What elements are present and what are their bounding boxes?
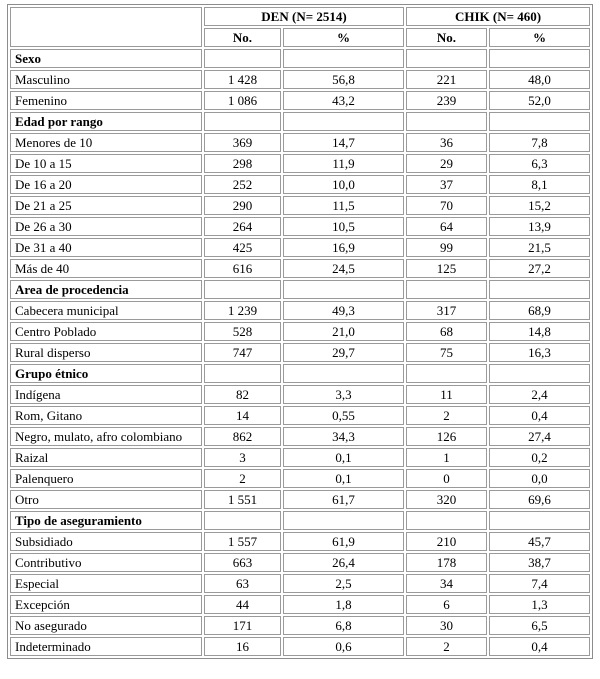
chik-pct-cell: 0,0 bbox=[489, 469, 590, 488]
chik-pct-cell bbox=[489, 511, 590, 530]
section-row bbox=[10, 511, 590, 530]
den-pct-cell bbox=[283, 280, 404, 299]
den-pct-cell: 0,1 bbox=[283, 448, 404, 467]
row-label-cell: De 31 a 40 bbox=[10, 238, 202, 257]
den-no-cell: 290 bbox=[204, 196, 281, 215]
den-no-cell: 1 551 bbox=[204, 490, 281, 509]
chik-pct-cell: 38,7 bbox=[489, 553, 590, 572]
chik-group-header: CHIK (N= 460) bbox=[406, 7, 590, 26]
chik-pct-cell: 16,3 bbox=[489, 343, 590, 362]
den-pct-cell: 29,7 bbox=[283, 343, 404, 362]
den-no-cell: 2 bbox=[204, 469, 281, 488]
table-row bbox=[10, 322, 590, 341]
row-label-cell: Femenino bbox=[10, 91, 202, 110]
den-no-cell: 1 428 bbox=[204, 70, 281, 89]
chik-no-cell: 320 bbox=[406, 490, 487, 509]
row-label-cell: Grupo étnico bbox=[10, 364, 202, 383]
section-row bbox=[10, 364, 590, 383]
den-pct-cell: 16,9 bbox=[283, 238, 404, 257]
den-no-cell: 14 bbox=[204, 406, 281, 425]
row-label-cell: Más de 40 bbox=[10, 259, 202, 278]
chik-no-cell: 11 bbox=[406, 385, 487, 404]
chik-pct-cell bbox=[489, 49, 590, 68]
chik-pct-cell: 14,8 bbox=[489, 322, 590, 341]
table-row bbox=[10, 238, 590, 257]
row-label-cell: Rom, Gitano bbox=[10, 406, 202, 425]
row-label-cell: Contributivo bbox=[10, 553, 202, 572]
table-row bbox=[10, 427, 590, 446]
den-no-cell: 1 557 bbox=[204, 532, 281, 551]
den-pct-cell: 56,8 bbox=[283, 70, 404, 89]
row-label-cell: Excepción bbox=[10, 595, 202, 614]
den-pct-cell: 0,1 bbox=[283, 469, 404, 488]
chik-pct-cell: 13,9 bbox=[489, 217, 590, 236]
chik-no-cell: 317 bbox=[406, 301, 487, 320]
row-label-cell: Cabecera municipal bbox=[10, 301, 202, 320]
chik-no-cell: 75 bbox=[406, 343, 487, 362]
section-row bbox=[10, 112, 590, 131]
den-pct-cell: 1,8 bbox=[283, 595, 404, 614]
chik-no-cell: 239 bbox=[406, 91, 487, 110]
table-row bbox=[10, 70, 590, 89]
row-label-cell: Masculino bbox=[10, 70, 202, 89]
den-no-header: No. bbox=[204, 28, 281, 47]
den-no-cell bbox=[204, 112, 281, 131]
den-no-cell: 44 bbox=[204, 595, 281, 614]
table-row bbox=[10, 490, 590, 509]
chik-no-cell: 64 bbox=[406, 217, 487, 236]
den-pct-cell: 10,0 bbox=[283, 175, 404, 194]
row-label-cell: De 10 a 15 bbox=[10, 154, 202, 173]
table-row bbox=[10, 532, 590, 551]
chik-no-cell: 126 bbox=[406, 427, 487, 446]
chik-pct-cell bbox=[489, 364, 590, 383]
table-row bbox=[10, 133, 590, 152]
row-label-cell: Palenquero bbox=[10, 469, 202, 488]
row-label-cell: Subsidiado bbox=[10, 532, 202, 551]
den-pct-cell bbox=[283, 112, 404, 131]
row-label-cell: Otro bbox=[10, 490, 202, 509]
den-no-cell: 264 bbox=[204, 217, 281, 236]
chik-no-cell: 1 bbox=[406, 448, 487, 467]
chik-no-cell: 68 bbox=[406, 322, 487, 341]
den-pct-cell: 61,7 bbox=[283, 490, 404, 509]
chik-no-cell: 125 bbox=[406, 259, 487, 278]
row-label-cell: Rural disperso bbox=[10, 343, 202, 362]
den-pct-header: % bbox=[283, 28, 404, 47]
table-row bbox=[10, 175, 590, 194]
den-no-cell bbox=[204, 280, 281, 299]
chik-pct-cell: 69,6 bbox=[489, 490, 590, 509]
table-row bbox=[10, 469, 590, 488]
chik-no-cell bbox=[406, 49, 487, 68]
chik-pct-cell: 68,9 bbox=[489, 301, 590, 320]
den-pct-cell: 24,5 bbox=[283, 259, 404, 278]
den-pct-cell: 11,9 bbox=[283, 154, 404, 173]
den-pct-cell: 11,5 bbox=[283, 196, 404, 215]
den-group-header: DEN (N= 2514) bbox=[204, 7, 404, 26]
chik-pct-cell: 7,4 bbox=[489, 574, 590, 593]
chik-no-cell: 178 bbox=[406, 553, 487, 572]
den-no-cell: 298 bbox=[204, 154, 281, 173]
table-row bbox=[10, 406, 590, 425]
chik-no-cell: 6 bbox=[406, 595, 487, 614]
chik-pct-cell: 0,4 bbox=[489, 637, 590, 656]
chik-pct-cell: 48,0 bbox=[489, 70, 590, 89]
table-row bbox=[10, 217, 590, 236]
chik-no-cell: 70 bbox=[406, 196, 487, 215]
group-header-row bbox=[10, 7, 590, 26]
chik-no-cell bbox=[406, 112, 487, 131]
row-label-cell: Indeterminado bbox=[10, 637, 202, 656]
chik-no-header: No. bbox=[406, 28, 487, 47]
chik-pct-header: % bbox=[489, 28, 590, 47]
chik-no-cell: 2 bbox=[406, 637, 487, 656]
den-no-cell: 862 bbox=[204, 427, 281, 446]
row-label-cell: Sexo bbox=[10, 49, 202, 68]
table-row bbox=[10, 385, 590, 404]
chik-no-cell: 221 bbox=[406, 70, 487, 89]
den-pct-cell bbox=[283, 49, 404, 68]
row-label-cell: Especial bbox=[10, 574, 202, 593]
chik-no-cell: 37 bbox=[406, 175, 487, 194]
den-no-cell bbox=[204, 49, 281, 68]
chik-no-cell: 210 bbox=[406, 532, 487, 551]
table-row bbox=[10, 637, 590, 656]
chik-pct-cell: 27,4 bbox=[489, 427, 590, 446]
den-pct-cell: 3,3 bbox=[283, 385, 404, 404]
den-no-cell: 82 bbox=[204, 385, 281, 404]
chik-pct-cell: 7,8 bbox=[489, 133, 590, 152]
row-label-cell: Negro, mulato, afro colombiano bbox=[10, 427, 202, 446]
chik-no-cell: 29 bbox=[406, 154, 487, 173]
den-pct-cell: 14,7 bbox=[283, 133, 404, 152]
den-no-cell: 16 bbox=[204, 637, 281, 656]
chik-pct-cell: 8,1 bbox=[489, 175, 590, 194]
den-pct-cell bbox=[283, 364, 404, 383]
den-pct-cell: 34,3 bbox=[283, 427, 404, 446]
chik-pct-cell: 52,0 bbox=[489, 91, 590, 110]
row-label-cell: Menores de 10 bbox=[10, 133, 202, 152]
chik-pct-cell: 21,5 bbox=[489, 238, 590, 257]
chik-pct-cell bbox=[489, 280, 590, 299]
den-pct-cell: 10,5 bbox=[283, 217, 404, 236]
den-pct-cell: 43,2 bbox=[283, 91, 404, 110]
chik-pct-cell: 2,4 bbox=[489, 385, 590, 404]
row-label-cell: De 26 a 30 bbox=[10, 217, 202, 236]
row-label-cell: Raizal bbox=[10, 448, 202, 467]
chik-no-cell: 2 bbox=[406, 406, 487, 425]
row-label-cell: Centro Poblado bbox=[10, 322, 202, 341]
chik-no-cell: 34 bbox=[406, 574, 487, 593]
chik-no-cell: 99 bbox=[406, 238, 487, 257]
den-no-cell: 3 bbox=[204, 448, 281, 467]
den-no-cell bbox=[204, 364, 281, 383]
chik-no-cell: 0 bbox=[406, 469, 487, 488]
den-pct-cell: 21,0 bbox=[283, 322, 404, 341]
den-pct-cell: 2,5 bbox=[283, 574, 404, 593]
row-label-cell: Area de procedencia bbox=[10, 280, 202, 299]
demographics-table-container bbox=[7, 4, 593, 659]
chik-pct-cell: 45,7 bbox=[489, 532, 590, 551]
den-no-cell: 1 239 bbox=[204, 301, 281, 320]
chik-no-cell bbox=[406, 511, 487, 530]
chik-no-cell bbox=[406, 280, 487, 299]
chik-pct-cell: 15,2 bbox=[489, 196, 590, 215]
chik-pct-cell: 6,5 bbox=[489, 616, 590, 635]
row-label-cell: Tipo de aseguramiento bbox=[10, 511, 202, 530]
den-pct-cell: 49,3 bbox=[283, 301, 404, 320]
chik-no-cell: 36 bbox=[406, 133, 487, 152]
den-no-cell: 425 bbox=[204, 238, 281, 257]
row-label-cell: De 16 a 20 bbox=[10, 175, 202, 194]
den-pct-cell: 61,9 bbox=[283, 532, 404, 551]
table-row bbox=[10, 616, 590, 635]
den-no-cell bbox=[204, 511, 281, 530]
table-row bbox=[10, 343, 590, 362]
corner-empty-cell bbox=[10, 7, 202, 47]
den-no-cell: 616 bbox=[204, 259, 281, 278]
den-no-cell: 252 bbox=[204, 175, 281, 194]
table-row bbox=[10, 595, 590, 614]
section-row bbox=[10, 49, 590, 68]
chik-no-cell bbox=[406, 364, 487, 383]
table-row bbox=[10, 259, 590, 278]
row-label-cell: No asegurado bbox=[10, 616, 202, 635]
chik-pct-cell: 27,2 bbox=[489, 259, 590, 278]
den-pct-cell: 26,4 bbox=[283, 553, 404, 572]
den-no-cell: 747 bbox=[204, 343, 281, 362]
section-row bbox=[10, 280, 590, 299]
row-label-cell: Indígena bbox=[10, 385, 202, 404]
table-row bbox=[10, 574, 590, 593]
chik-pct-cell: 1,3 bbox=[489, 595, 590, 614]
den-pct-cell bbox=[283, 511, 404, 530]
den-no-cell: 1 086 bbox=[204, 91, 281, 110]
den-no-cell: 528 bbox=[204, 322, 281, 341]
demographics-table bbox=[7, 4, 593, 659]
den-no-cell: 369 bbox=[204, 133, 281, 152]
den-pct-cell: 6,8 bbox=[283, 616, 404, 635]
table-row bbox=[10, 301, 590, 320]
den-pct-cell: 0,55 bbox=[283, 406, 404, 425]
den-no-cell: 663 bbox=[204, 553, 281, 572]
den-no-cell: 171 bbox=[204, 616, 281, 635]
chik-no-cell: 30 bbox=[406, 616, 487, 635]
chik-pct-cell bbox=[489, 112, 590, 131]
den-no-cell: 63 bbox=[204, 574, 281, 593]
table-row bbox=[10, 91, 590, 110]
table-row bbox=[10, 448, 590, 467]
row-label-cell: De 21 a 25 bbox=[10, 196, 202, 215]
chik-pct-cell: 0,4 bbox=[489, 406, 590, 425]
table-row bbox=[10, 196, 590, 215]
den-pct-cell: 0,6 bbox=[283, 637, 404, 656]
table-row bbox=[10, 154, 590, 173]
table-row bbox=[10, 553, 590, 572]
chik-pct-cell: 6,3 bbox=[489, 154, 590, 173]
table-body bbox=[10, 49, 590, 656]
chik-pct-cell: 0,2 bbox=[489, 448, 590, 467]
row-label-cell: Edad por rango bbox=[10, 112, 202, 131]
